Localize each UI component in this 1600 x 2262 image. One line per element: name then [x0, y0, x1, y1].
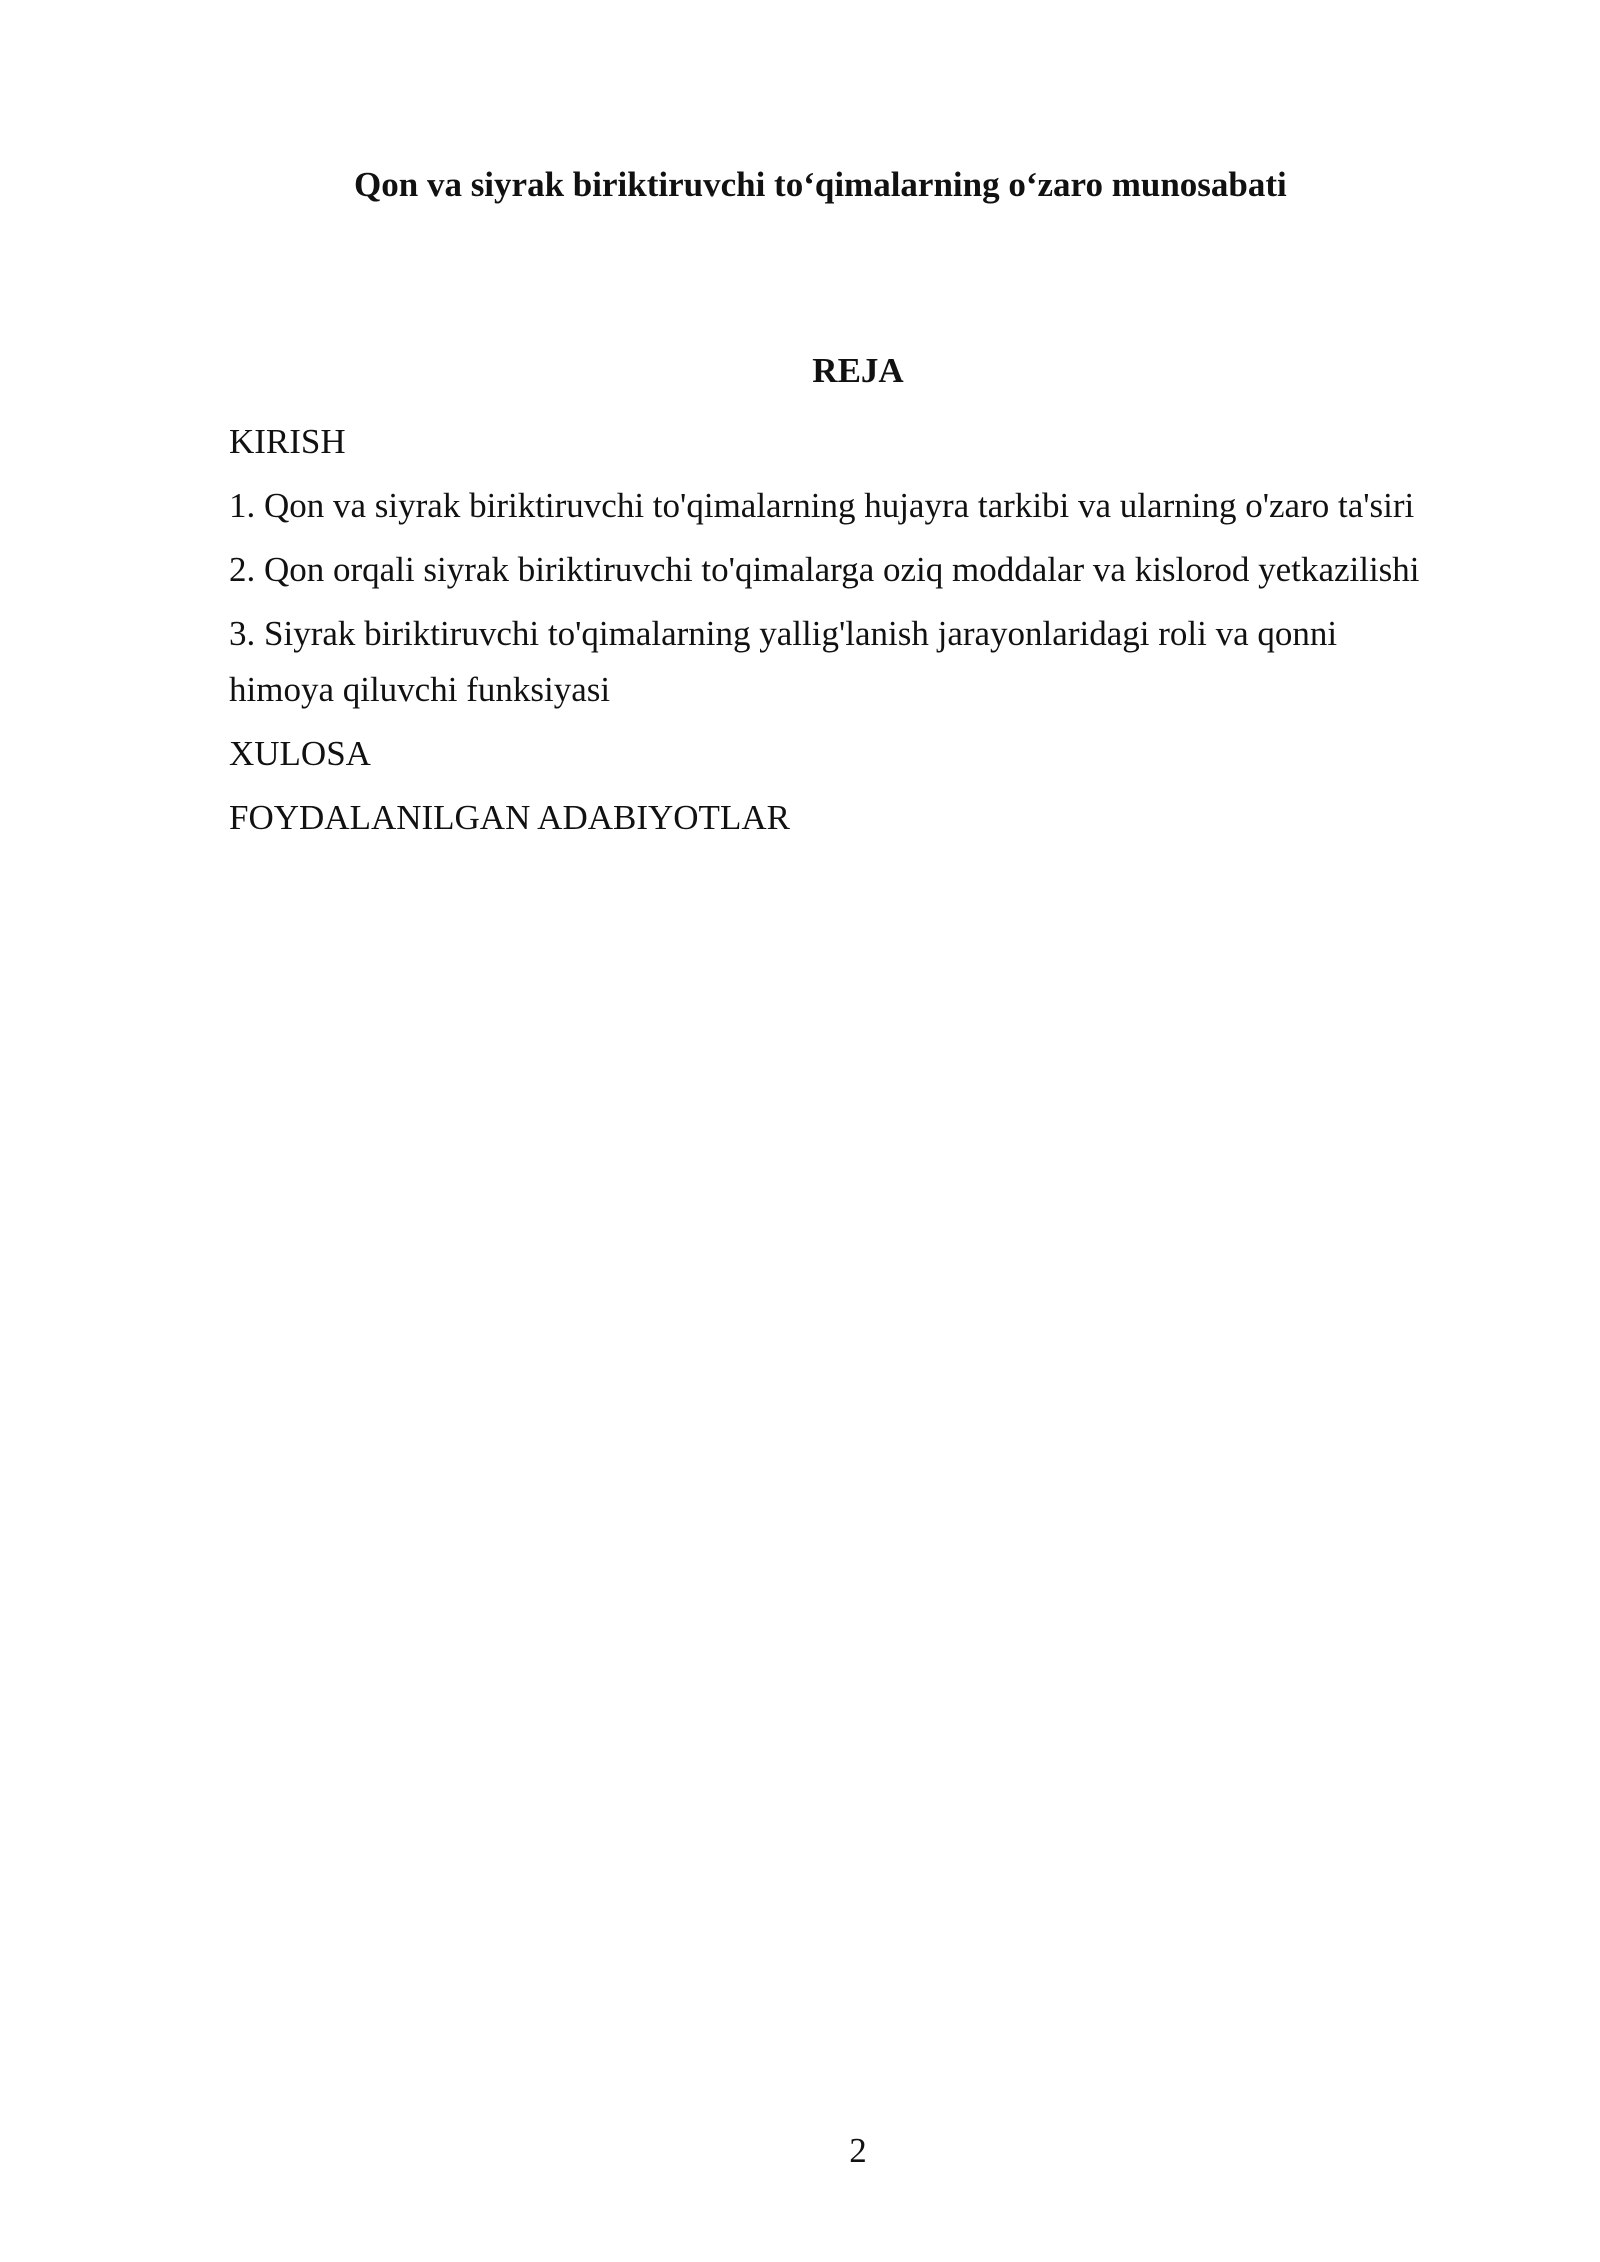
- plan-item-2: 2. Qon orqali siyrak biriktiruvchi to'qimalarga oziq moddalar va kislorod yetkazilishi: [229, 550, 1420, 589]
- plan-heading: REJA: [812, 351, 904, 390]
- plan-list: [229, 414, 1439, 854]
- plan-item-references: FOYDALANILGAN ADABIYOTLAR: [229, 798, 790, 837]
- plan-item-1: 1. Qon va siyrak biriktiruvchi to'qimalarning hujayra tarkibi va ularning o'zaro ta'siri: [229, 486, 1415, 525]
- document-title: Qon va siyrak biriktiruvchi to‘qimalarning o‘zaro munosabati: [354, 165, 1287, 204]
- plan-item-3: 3. Siyrak biriktiruvchi to'qimalarning yallig'lanish jarayonlaridagi roli va qonni himoya qiluvchi funksiyasi: [229, 614, 1338, 709]
- plan-item-introduction: KIRISH: [229, 422, 346, 461]
- page-number: 2: [849, 2131, 867, 2170]
- plan-item-conclusion: XULOSA: [229, 734, 371, 773]
